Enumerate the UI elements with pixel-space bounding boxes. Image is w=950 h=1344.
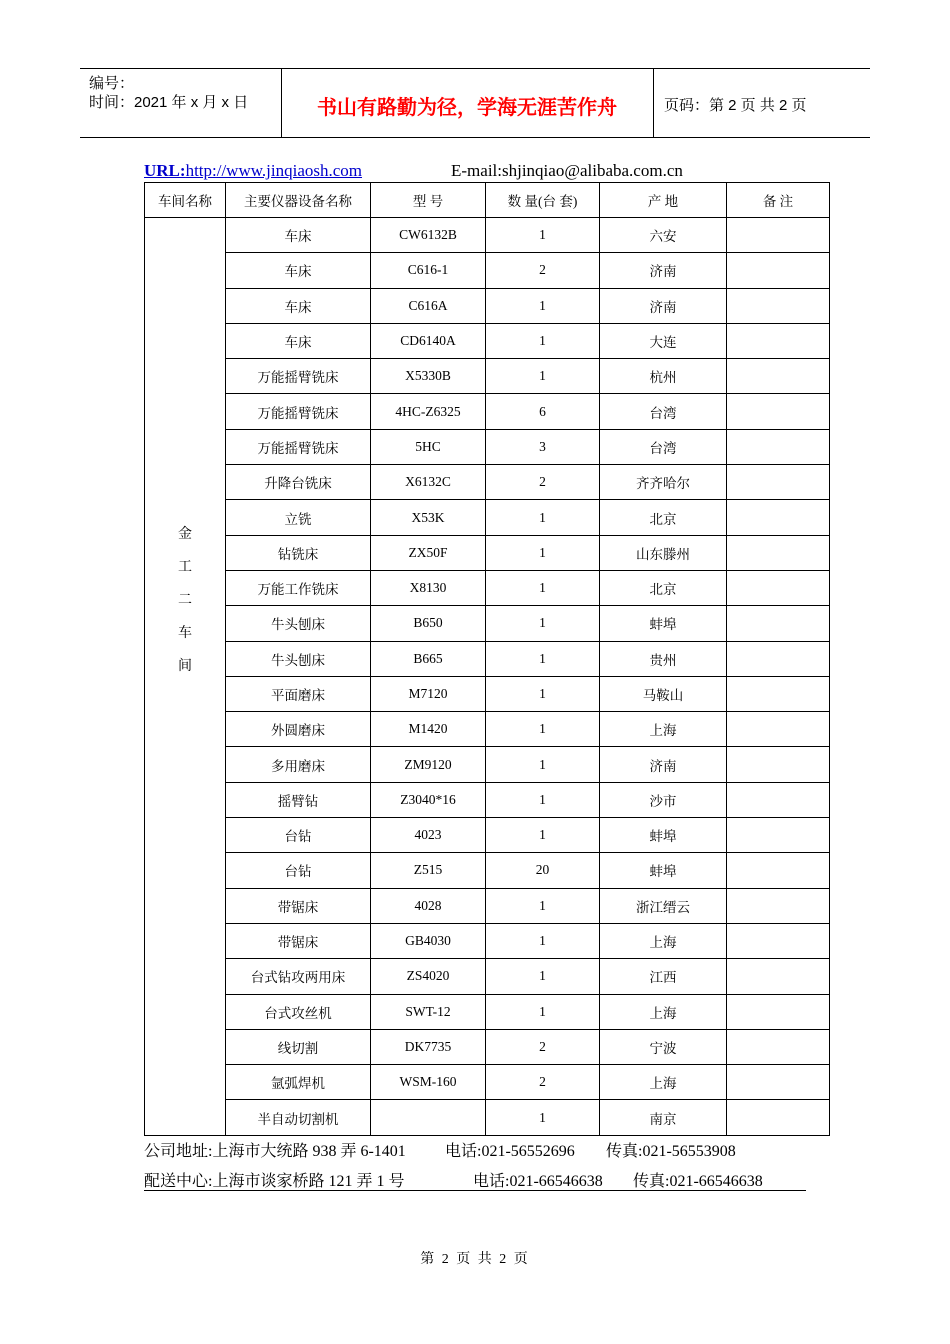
model-cell (371, 1100, 486, 1135)
url-label: URL: (144, 161, 186, 180)
equipment-name-cell: 带锯床 (226, 923, 371, 958)
note-cell (727, 218, 830, 253)
model-cell: 4023 (371, 818, 486, 853)
note-cell (727, 994, 830, 1029)
model-cell: SWT-12 (371, 994, 486, 1029)
note-cell (727, 394, 830, 429)
table-row (145, 570, 830, 605)
delivery-phone: 电话:021-66546638 (473, 1173, 603, 1190)
note-cell (727, 570, 830, 605)
model-cell: B665 (371, 641, 486, 676)
note-cell (727, 500, 830, 535)
equipment-name-cell: 牛头刨床 (226, 641, 371, 676)
quantity-cell: 3 (486, 429, 600, 464)
note-cell (727, 359, 830, 394)
document-header (80, 68, 870, 138)
table-row (145, 500, 830, 535)
quantity-cell: 1 (486, 323, 600, 358)
quantity-cell: 1 (486, 606, 600, 641)
note-cell (727, 1065, 830, 1100)
quantity-cell: 1 (486, 641, 600, 676)
model-cell: X5330B (371, 359, 486, 394)
note-cell (727, 959, 830, 994)
quantity-cell: 2 (486, 1029, 600, 1064)
note-cell (727, 323, 830, 358)
origin-cell: 台湾 (600, 394, 727, 429)
header-quantity: 数 量(台 套) (486, 183, 600, 218)
table-row (145, 359, 830, 394)
header-motto: 书山有路勤为径，学海无涯苦作舟 (317, 95, 617, 119)
equipment-name-cell: 台钻 (226, 853, 371, 888)
note-cell (727, 429, 830, 464)
header-note: 备 注 (727, 183, 830, 218)
equipment-name-cell: 外圆磨床 (226, 712, 371, 747)
quantity-cell: 1 (486, 1100, 600, 1135)
quantity-cell: 1 (486, 288, 600, 323)
table-row (145, 218, 830, 253)
quantity-cell: 2 (486, 465, 600, 500)
origin-cell: 上海 (600, 1065, 727, 1100)
header-motto-cell (281, 69, 654, 137)
model-cell: X8130 (371, 570, 486, 605)
table-row (145, 959, 830, 994)
table-row (145, 888, 830, 923)
origin-cell: 济南 (600, 253, 727, 288)
table-row (145, 676, 830, 711)
note-cell (727, 712, 830, 747)
header-workshop: 车间名称 (145, 183, 226, 218)
model-cell: 4HC-Z6325 (371, 394, 486, 429)
quantity-cell: 20 (486, 853, 600, 888)
origin-cell: 六安 (600, 218, 727, 253)
origin-cell: 济南 (600, 288, 727, 323)
origin-cell: 贵州 (600, 641, 727, 676)
model-cell: X53K (371, 500, 486, 535)
table-row (145, 1065, 830, 1100)
equipment-name-cell: 台式攻丝机 (226, 994, 371, 1029)
table-row (145, 818, 830, 853)
workshop-name-char: 二 (178, 593, 192, 608)
model-cell: ZS4020 (371, 959, 486, 994)
origin-cell: 上海 (600, 712, 727, 747)
header-equipment-name: 主要仪器设备名称 (226, 183, 371, 218)
table-body (145, 218, 830, 1136)
model-cell: CW6132B (371, 218, 486, 253)
quantity-cell: 1 (486, 570, 600, 605)
model-cell: 4028 (371, 888, 486, 923)
model-cell: C616-1 (371, 253, 486, 288)
origin-cell: 齐齐哈尔 (600, 465, 727, 500)
model-cell: GB4030 (371, 923, 486, 958)
quantity-cell: 1 (486, 712, 600, 747)
origin-cell: 台湾 (600, 429, 727, 464)
quantity-cell: 1 (486, 782, 600, 817)
equipment-name-cell: 牛头刨床 (226, 606, 371, 641)
origin-cell: 济南 (600, 747, 727, 782)
header-page-label: 页码：第 2 页 共 2 页 (664, 97, 807, 114)
equipment-name-cell: 车床 (226, 288, 371, 323)
header-right-cell (653, 69, 870, 137)
origin-cell: 沙市 (600, 782, 727, 817)
note-cell (727, 606, 830, 641)
table-row (145, 429, 830, 464)
origin-cell: 浙江缙云 (600, 888, 727, 923)
document-time-label: 时间：2021 年 x 月 x 日 (89, 94, 249, 111)
note-cell (727, 853, 830, 888)
origin-cell: 上海 (600, 994, 727, 1029)
model-cell: B650 (371, 606, 486, 641)
model-cell: ZM9120 (371, 747, 486, 782)
origin-cell: 南京 (600, 1100, 727, 1135)
model-cell: C616A (371, 288, 486, 323)
note-cell (727, 641, 830, 676)
footer-divider (144, 1190, 806, 1191)
quantity-cell: 1 (486, 747, 600, 782)
equipment-name-cell: 车床 (226, 323, 371, 358)
equipment-name-cell: 氩弧焊机 (226, 1065, 371, 1100)
table-row (145, 1100, 830, 1135)
note-cell (727, 888, 830, 923)
table-row (145, 923, 830, 958)
equipment-name-cell: 升降台铣床 (226, 465, 371, 500)
delivery-address: 配送中心:上海市谈家桥路 121 弄 1 号 (144, 1173, 405, 1190)
origin-cell: 蚌埠 (600, 606, 727, 641)
table-row (145, 747, 830, 782)
quantity-cell: 1 (486, 923, 600, 958)
origin-cell: 山东滕州 (600, 535, 727, 570)
model-cell: CD6140A (371, 323, 486, 358)
email-text: E-mail:shjinqiao@alibaba.com.cn (451, 161, 683, 180)
workshop-name-char: 金 (178, 527, 192, 542)
contact-line (144, 161, 683, 181)
equipment-name-cell: 车床 (226, 253, 371, 288)
table-row (145, 712, 830, 747)
table-row (145, 394, 830, 429)
quantity-cell: 2 (486, 253, 600, 288)
quantity-cell: 6 (486, 394, 600, 429)
table-row (145, 641, 830, 676)
model-cell: M7120 (371, 676, 486, 711)
company-phone: 电话:021-56552696 (445, 1143, 575, 1160)
model-cell: Z515 (371, 853, 486, 888)
origin-cell: 蚌埠 (600, 853, 727, 888)
note-cell (727, 818, 830, 853)
table-header-row (145, 183, 830, 218)
origin-cell: 马鞍山 (600, 676, 727, 711)
page-footer: 第 2 页 共 2 页 (420, 1252, 530, 1267)
quantity-cell: 1 (486, 888, 600, 923)
quantity-cell: 1 (486, 959, 600, 994)
workshop-name-char: 间 (178, 659, 192, 674)
workshop-name-cell (145, 218, 226, 1136)
table-row (145, 994, 830, 1029)
note-cell (727, 288, 830, 323)
table-row (145, 323, 830, 358)
origin-cell: 北京 (600, 500, 727, 535)
company-address: 公司地址:上海市大统路 938 弄 6-1401 (144, 1143, 406, 1160)
table-row (145, 288, 830, 323)
model-cell: DK7735 (371, 1029, 486, 1064)
document-number-label: 编号： (89, 75, 135, 92)
equipment-table (144, 182, 830, 1136)
table-row (145, 782, 830, 817)
equipment-name-cell: 钻铣床 (226, 535, 371, 570)
origin-cell: 上海 (600, 923, 727, 958)
note-cell (727, 1100, 830, 1135)
note-cell (727, 747, 830, 782)
origin-cell: 江西 (600, 959, 727, 994)
table-row (145, 1029, 830, 1064)
note-cell (727, 465, 830, 500)
workshop-name-char: 工 (178, 560, 192, 575)
note-cell (727, 923, 830, 958)
equipment-name-cell: 万能摇臂铣床 (226, 429, 371, 464)
quantity-cell: 1 (486, 676, 600, 711)
model-cell: X6132C (371, 465, 486, 500)
note-cell (727, 535, 830, 570)
workshop-name-char: 车 (178, 626, 192, 641)
table-row (145, 853, 830, 888)
equipment-name-cell: 线切割 (226, 1029, 371, 1064)
model-cell: M1420 (371, 712, 486, 747)
header-origin: 产 地 (600, 183, 727, 218)
header-model: 型 号 (371, 183, 486, 218)
equipment-name-cell: 台式钻攻两用床 (226, 959, 371, 994)
origin-cell: 蚌埠 (600, 818, 727, 853)
quantity-cell: 2 (486, 1065, 600, 1100)
note-cell (727, 1029, 830, 1064)
equipment-name-cell: 摇臂钻 (226, 782, 371, 817)
table-row (145, 606, 830, 641)
quantity-cell: 1 (486, 218, 600, 253)
model-cell: Z3040*16 (371, 782, 486, 817)
note-cell (727, 676, 830, 711)
quantity-cell: 1 (486, 994, 600, 1029)
equipment-name-cell: 万能摇臂铣床 (226, 359, 371, 394)
quantity-cell: 1 (486, 818, 600, 853)
equipment-name-cell: 车床 (226, 218, 371, 253)
equipment-name-cell: 台钻 (226, 818, 371, 853)
model-cell: 5HC (371, 429, 486, 464)
delivery-fax: 传真:021-66546638 (633, 1173, 763, 1190)
table-row (145, 465, 830, 500)
equipment-name-cell: 平面磨床 (226, 676, 371, 711)
company-fax: 传真:021-56553908 (606, 1143, 736, 1160)
quantity-cell: 1 (486, 535, 600, 570)
note-cell (727, 253, 830, 288)
origin-cell: 杭州 (600, 359, 727, 394)
quantity-cell: 1 (486, 359, 600, 394)
note-cell (727, 782, 830, 817)
equipment-name-cell: 多用磨床 (226, 747, 371, 782)
equipment-name-cell: 半自动切割机 (226, 1100, 371, 1135)
header-left-cell (80, 69, 282, 137)
model-cell: WSM-160 (371, 1065, 486, 1100)
origin-cell: 北京 (600, 570, 727, 605)
url-link[interactable]: http://www.jinqiaosh.com (185, 161, 363, 180)
origin-cell: 宁波 (600, 1029, 727, 1064)
table-row (145, 253, 830, 288)
quantity-cell: 1 (486, 500, 600, 535)
equipment-name-cell: 带锯床 (226, 888, 371, 923)
model-cell: ZX50F (371, 535, 486, 570)
equipment-name-cell: 万能工作铣床 (226, 570, 371, 605)
origin-cell: 大连 (600, 323, 727, 358)
table-row (145, 535, 830, 570)
equipment-name-cell: 立铣 (226, 500, 371, 535)
equipment-name-cell: 万能摇臂铣床 (226, 394, 371, 429)
